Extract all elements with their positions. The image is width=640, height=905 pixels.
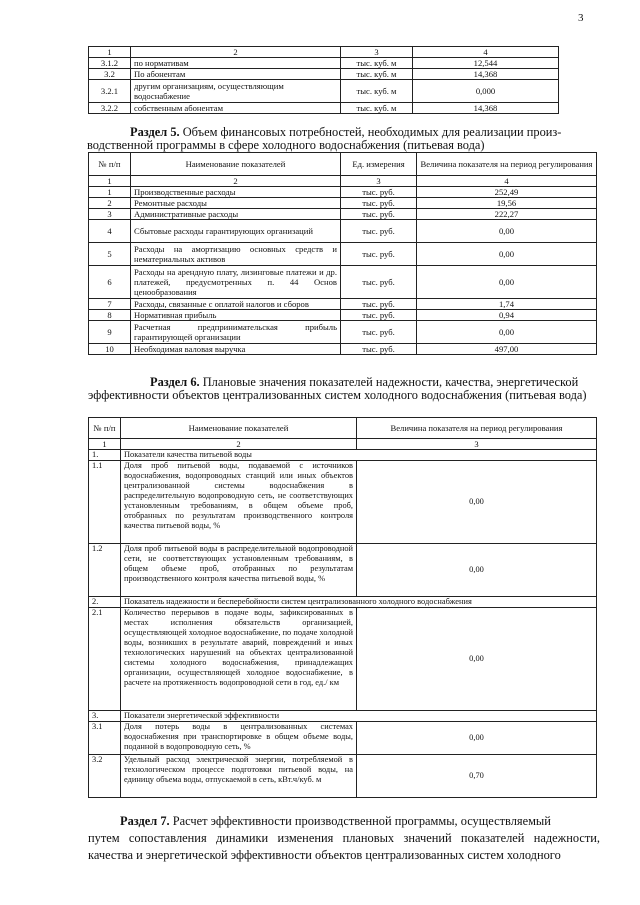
group-name: Показатели энергетической эффективности	[121, 711, 597, 722]
row-unit: тыс. руб.	[341, 243, 417, 266]
table-row	[89, 80, 559, 103]
row-unit: тыс. руб.	[341, 198, 417, 209]
table-row	[89, 344, 597, 355]
row-unit: тыс. руб.	[341, 299, 417, 310]
table-row	[89, 220, 597, 243]
column-header: № п/п	[89, 418, 121, 439]
row-number: 3.	[89, 711, 121, 722]
column-number: 3	[357, 439, 597, 450]
row-name: Расходы на арендную плату, лизинговые платежи и др. платежей, предусмотренных п. 44 Основ ценообразования	[131, 266, 341, 299]
row-unit: тыс. куб. м	[341, 103, 413, 114]
row-unit: тыс. руб.	[341, 266, 417, 299]
section6-title-line1: Плановые значения показателей надежности, качества, энергетической	[199, 375, 579, 389]
row-number: 1.	[89, 450, 121, 461]
row-value: 252,49	[417, 187, 597, 198]
row-number: 1	[89, 187, 131, 198]
table-row	[89, 310, 597, 321]
column-header: № п/п	[89, 153, 131, 176]
section7-paragraph	[88, 813, 600, 864]
row-value: 0,00	[357, 544, 597, 597]
row-number: 2	[89, 198, 131, 209]
column-header: Ед. измерения	[341, 153, 417, 176]
table-row	[89, 544, 597, 597]
row-number: 3.2	[89, 755, 121, 798]
row-number: 8	[89, 310, 131, 321]
section7-text-rest: путем сопоставления динамики изменения плановых значений показателей надежности, качества и энергетической эффективности объектов централизованных систем холодного	[88, 831, 600, 862]
financial-needs-table	[88, 152, 597, 355]
row-number: 3	[89, 209, 131, 220]
group-row	[89, 711, 597, 722]
row-number: 3.1.2	[89, 58, 131, 69]
row-number: 9	[89, 321, 131, 344]
section5-label: Раздел 5.	[130, 125, 180, 139]
section5-title-line2: водственной программы в сфере холодного водоснабжения (питьевая вода)	[87, 138, 485, 152]
row-number: 2.1	[89, 608, 121, 711]
section6-title-line2: эффективности объектов централизованных систем холодного водоснабжения (питьевая вода)	[88, 388, 587, 402]
column-numbers-row	[89, 176, 597, 187]
row-value: 0,00	[417, 321, 597, 344]
row-unit: тыс. куб. м	[341, 80, 413, 103]
row-number: 3.1	[89, 722, 121, 755]
row-value: 14,368	[413, 103, 559, 114]
row-name: Доля проб питьевой воды в распределительной водопроводной сети, не соответствующих установленным требованиям, в общем объеме проб, отобранных по результатам производственного контроля качества питьевой воды, %	[121, 544, 357, 597]
column-number: 4	[413, 47, 559, 58]
row-name: Производственные расходы	[131, 187, 341, 198]
row-name: Сбытовые расходы гарантирующих организаций	[131, 220, 341, 243]
row-number: 3.2.2	[89, 103, 131, 114]
table-row	[89, 299, 597, 310]
row-value: 497,00	[417, 344, 597, 355]
page-number: 3	[578, 12, 584, 24]
column-number: 2	[131, 47, 341, 58]
row-name: Количество перерывов в подаче воды, зафиксированных в местах исполнения обязательств организацией, осуществляющей холодное водоснабжение, по подаче холодной воды, возникших в результате аварий, повреждений и иных технологических нарушений на объектах централизованной системы холодного водоснабжения, принадлежащих организации, осуществляющей холодное водоснабжение, в расчете на протяженность водопроводной сети в год, ед./ км	[121, 608, 357, 711]
row-number: 3.2	[89, 69, 131, 80]
water-volume-table	[88, 46, 559, 114]
section7-text-line1: Расчет эффективности производственной программы, осуществляемый	[169, 814, 551, 828]
column-header: Величина показателя на период регулирования	[417, 153, 597, 176]
row-unit: тыс. куб. м	[341, 58, 413, 69]
reliability-indicators-table	[88, 417, 597, 798]
table-header-row	[89, 418, 597, 439]
row-value: 1,74	[417, 299, 597, 310]
section5-title-line1: Объем финансовых потребностей, необходимых для реализации произ-	[179, 125, 562, 139]
table-row	[89, 209, 597, 220]
row-name: Нормативная прибыль	[131, 310, 341, 321]
column-numbers-row	[89, 439, 597, 450]
row-value: 222,27	[417, 209, 597, 220]
row-name: Доля потерь воды в централизованных системах водоснабжения при транспортировке в общем объеме воды, поданной в водопроводную сеть, %	[121, 722, 357, 755]
table-row	[89, 755, 597, 798]
table-row	[89, 103, 559, 114]
row-number: 7	[89, 299, 131, 310]
row-number: 10	[89, 344, 131, 355]
row-name: по нормативам	[131, 58, 341, 69]
column-number: 3	[341, 176, 417, 187]
column-number: 1	[89, 47, 131, 58]
row-name: Необходимая валовая выручка	[131, 344, 341, 355]
row-value: 0,94	[417, 310, 597, 321]
row-unit: тыс. руб.	[341, 344, 417, 355]
row-unit: тыс. руб.	[341, 310, 417, 321]
row-value: 0,70	[357, 755, 597, 798]
row-value: 0,00	[357, 461, 597, 544]
row-number: 1.1	[89, 461, 121, 544]
section6-heading	[88, 376, 600, 402]
row-unit: тыс. руб.	[341, 220, 417, 243]
table-row	[89, 198, 597, 209]
table-header-row	[89, 47, 559, 58]
row-value: 0,00	[417, 243, 597, 266]
row-number: 5	[89, 243, 131, 266]
group-row	[89, 450, 597, 461]
row-value: 12,544	[413, 58, 559, 69]
row-value: 19,56	[417, 198, 597, 209]
table-row	[89, 58, 559, 69]
row-unit: тыс. куб. м	[341, 69, 413, 80]
row-number: 3.2.1	[89, 80, 131, 103]
column-header: Наименование показателей	[131, 153, 341, 176]
row-name: Расходы на амортизацию основных средств и нематериальных активов	[131, 243, 341, 266]
row-number: 2.	[89, 597, 121, 608]
column-number: 2	[121, 439, 357, 450]
row-value: 0,00	[417, 266, 597, 299]
row-value: 0,00	[417, 220, 597, 243]
column-header: Наименование показателей	[121, 418, 357, 439]
row-name: Удельный расход электрической энергии, потребляемой в технологическом процессе подготовки питьевой воды, на единицу объема воды, отпускаемой в сеть, кВт.ч/куб. м	[121, 755, 357, 798]
row-name: Расчетная предпринимательская прибыль гарантирующей организации	[131, 321, 341, 344]
table-row	[89, 69, 559, 80]
table-row	[89, 461, 597, 544]
table-row	[89, 321, 597, 344]
row-name: Административные расходы	[131, 209, 341, 220]
column-number: 1	[89, 439, 121, 450]
row-value: 0,000	[413, 80, 559, 103]
table-row	[89, 608, 597, 711]
row-number: 4	[89, 220, 131, 243]
table-row	[89, 243, 597, 266]
row-name: Доля проб питьевой воды, подаваемой с источников водоснабжения, водопроводных станций или иных объектов централизованной системы водоснабжения в распределительную водопроводную сеть, не соответствующих установленным требованиям, в общем объеме проб, отобранных по результатам производственного контроля качества питьевой воды, %	[121, 461, 357, 544]
row-name: Ремонтные расходы	[131, 198, 341, 209]
row-name: По абонентам	[131, 69, 341, 80]
section5-heading	[87, 125, 605, 152]
column-header: Величина показателя на период регулирования	[357, 418, 597, 439]
column-number: 1	[89, 176, 131, 187]
column-number: 2	[131, 176, 341, 187]
group-name: Показатель надежности и бесперебойности систем централизованного холодного водоснабжения	[121, 597, 597, 608]
section7-label: Раздел 7.	[120, 814, 170, 828]
row-number: 1.2	[89, 544, 121, 597]
table-row	[89, 722, 597, 755]
row-value: 14,368	[413, 69, 559, 80]
table-header-row	[89, 153, 597, 176]
row-name: другим организациям, осуществляющим водоснабжение	[131, 80, 341, 103]
row-number: 6	[89, 266, 131, 299]
row-unit: тыс. руб.	[341, 209, 417, 220]
section6-label: Раздел 6.	[150, 375, 200, 389]
column-number: 3	[341, 47, 413, 58]
row-unit: тыс. руб.	[341, 321, 417, 344]
row-unit: тыс. руб.	[341, 187, 417, 198]
group-row	[89, 597, 597, 608]
row-value: 0,00	[357, 722, 597, 755]
row-value: 0,00	[357, 608, 597, 711]
row-name: Расходы, связанные с оплатой налогов и сборов	[131, 299, 341, 310]
row-name: собственным абонентам	[131, 103, 341, 114]
table-row	[89, 266, 597, 299]
group-name: Показатели качества питьевой воды	[121, 450, 597, 461]
table-row	[89, 187, 597, 198]
column-number: 4	[417, 176, 597, 187]
